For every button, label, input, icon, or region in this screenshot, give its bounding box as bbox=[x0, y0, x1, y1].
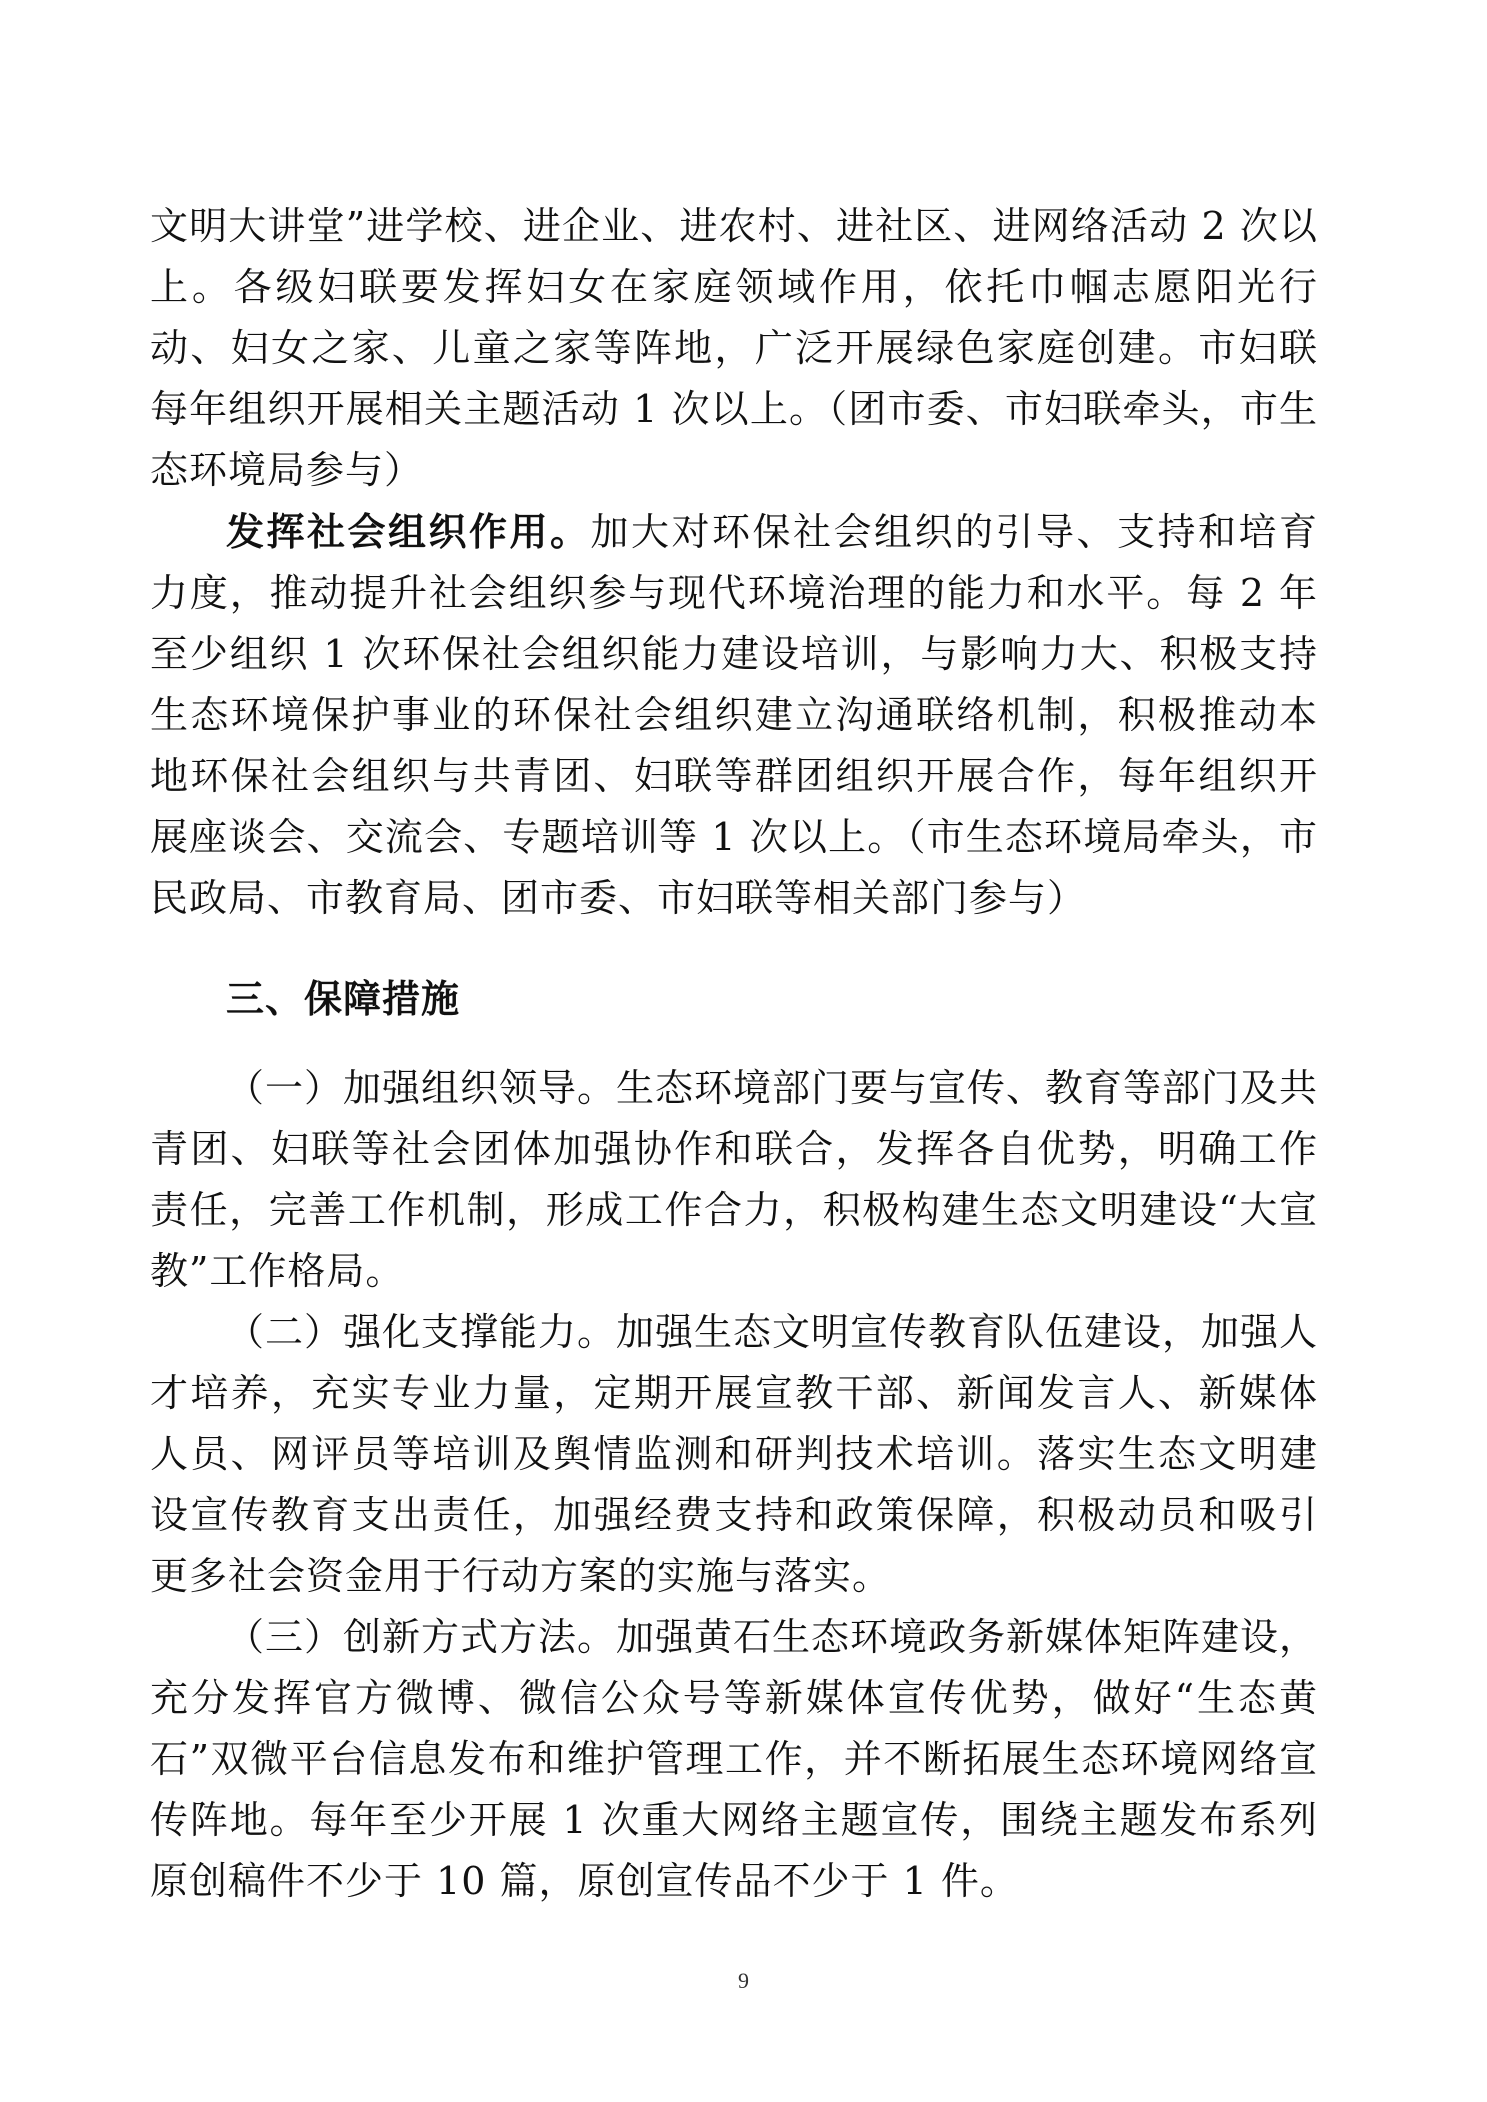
section-heading: 三、保障措施 bbox=[226, 977, 461, 1021]
measure-paragraph-2: （二）强化支撑能力。加强生态文明宣传教育队伍建设，加强人才培养，充实专业力量，定期开展宣教干部、新闻发言人、新媒体人员、网评员等培训及舆情监测和研判技术培训。落实生态文明建设宣传教育支出责任，加强经费支持和政策保障，积极动员和吸引更多社会资金用于行动方案的实施与落实。 bbox=[150, 1310, 1319, 1598]
document-body bbox=[150, 196, 1318, 1912]
measure-paragraph-1: （一）加强组织领导。生态环境部门要与宣传、教育等部门及共青团、妇联等社会团体加强协作和联合，发挥各自优势，明确工作责任，完善工作机制，形成工作合力，积极构建生态文明建设“大宣教”工作格局。 bbox=[150, 1066, 1319, 1293]
measure-paragraph-3: （三）创新方式方法。加强黄石生态环境政务新媒体矩阵建设，充分发挥官方微博、微信公众号等新媒体宣传优势，做好“生态黄石”双微平台信息发布和维护管理工作，并不断拓展生态环境网络宣传阵地。每年至少开展 1 次重大网络主题宣传，围绕主题发布系列原创稿件不少于 10 篇，原创宣传品不少于 1 件。 bbox=[150, 1615, 1319, 1903]
paragraph-text: 加大对环保社会组织的引导、支持和培育力度，推动提升社会组织参与现代环境治理的能力和水平。每 2 年至少组织 1 次环保社会组织能力建设培训，与影响力大、积极支持生态环境保护事业的环保社会组织建立沟通联络机制，积极推动本地环保社会组织与共青团、妇联等群团组织开展合作，每年组织开展座谈会、交流会、专题培训等 1 次以上。（市生态环境局牵头，市民政局、市教育局、团市委、市妇联等相关部门参与） bbox=[150, 510, 1318, 920]
paragraph-text: 文明大讲堂”进学校、进企业、进农村、进社区、进网络活动 2 次以上。各级妇联要发挥妇女在家庭领域作用，依托巾帼志愿阳光行动、妇女之家、儿童之家等阵地，广泛开展绿色家庭创建。市妇联每年组织开展相关主题活动 1 次以上。（团市委、市妇联牵头，市生态环境局参与） bbox=[150, 204, 1318, 492]
paragraph-continuation bbox=[150, 196, 1318, 501]
paragraph-lead: 发挥社会组织作用。 bbox=[226, 509, 591, 554]
paragraph-social-organizations bbox=[150, 501, 1318, 929]
page-number: 9 bbox=[738, 1968, 749, 1993]
